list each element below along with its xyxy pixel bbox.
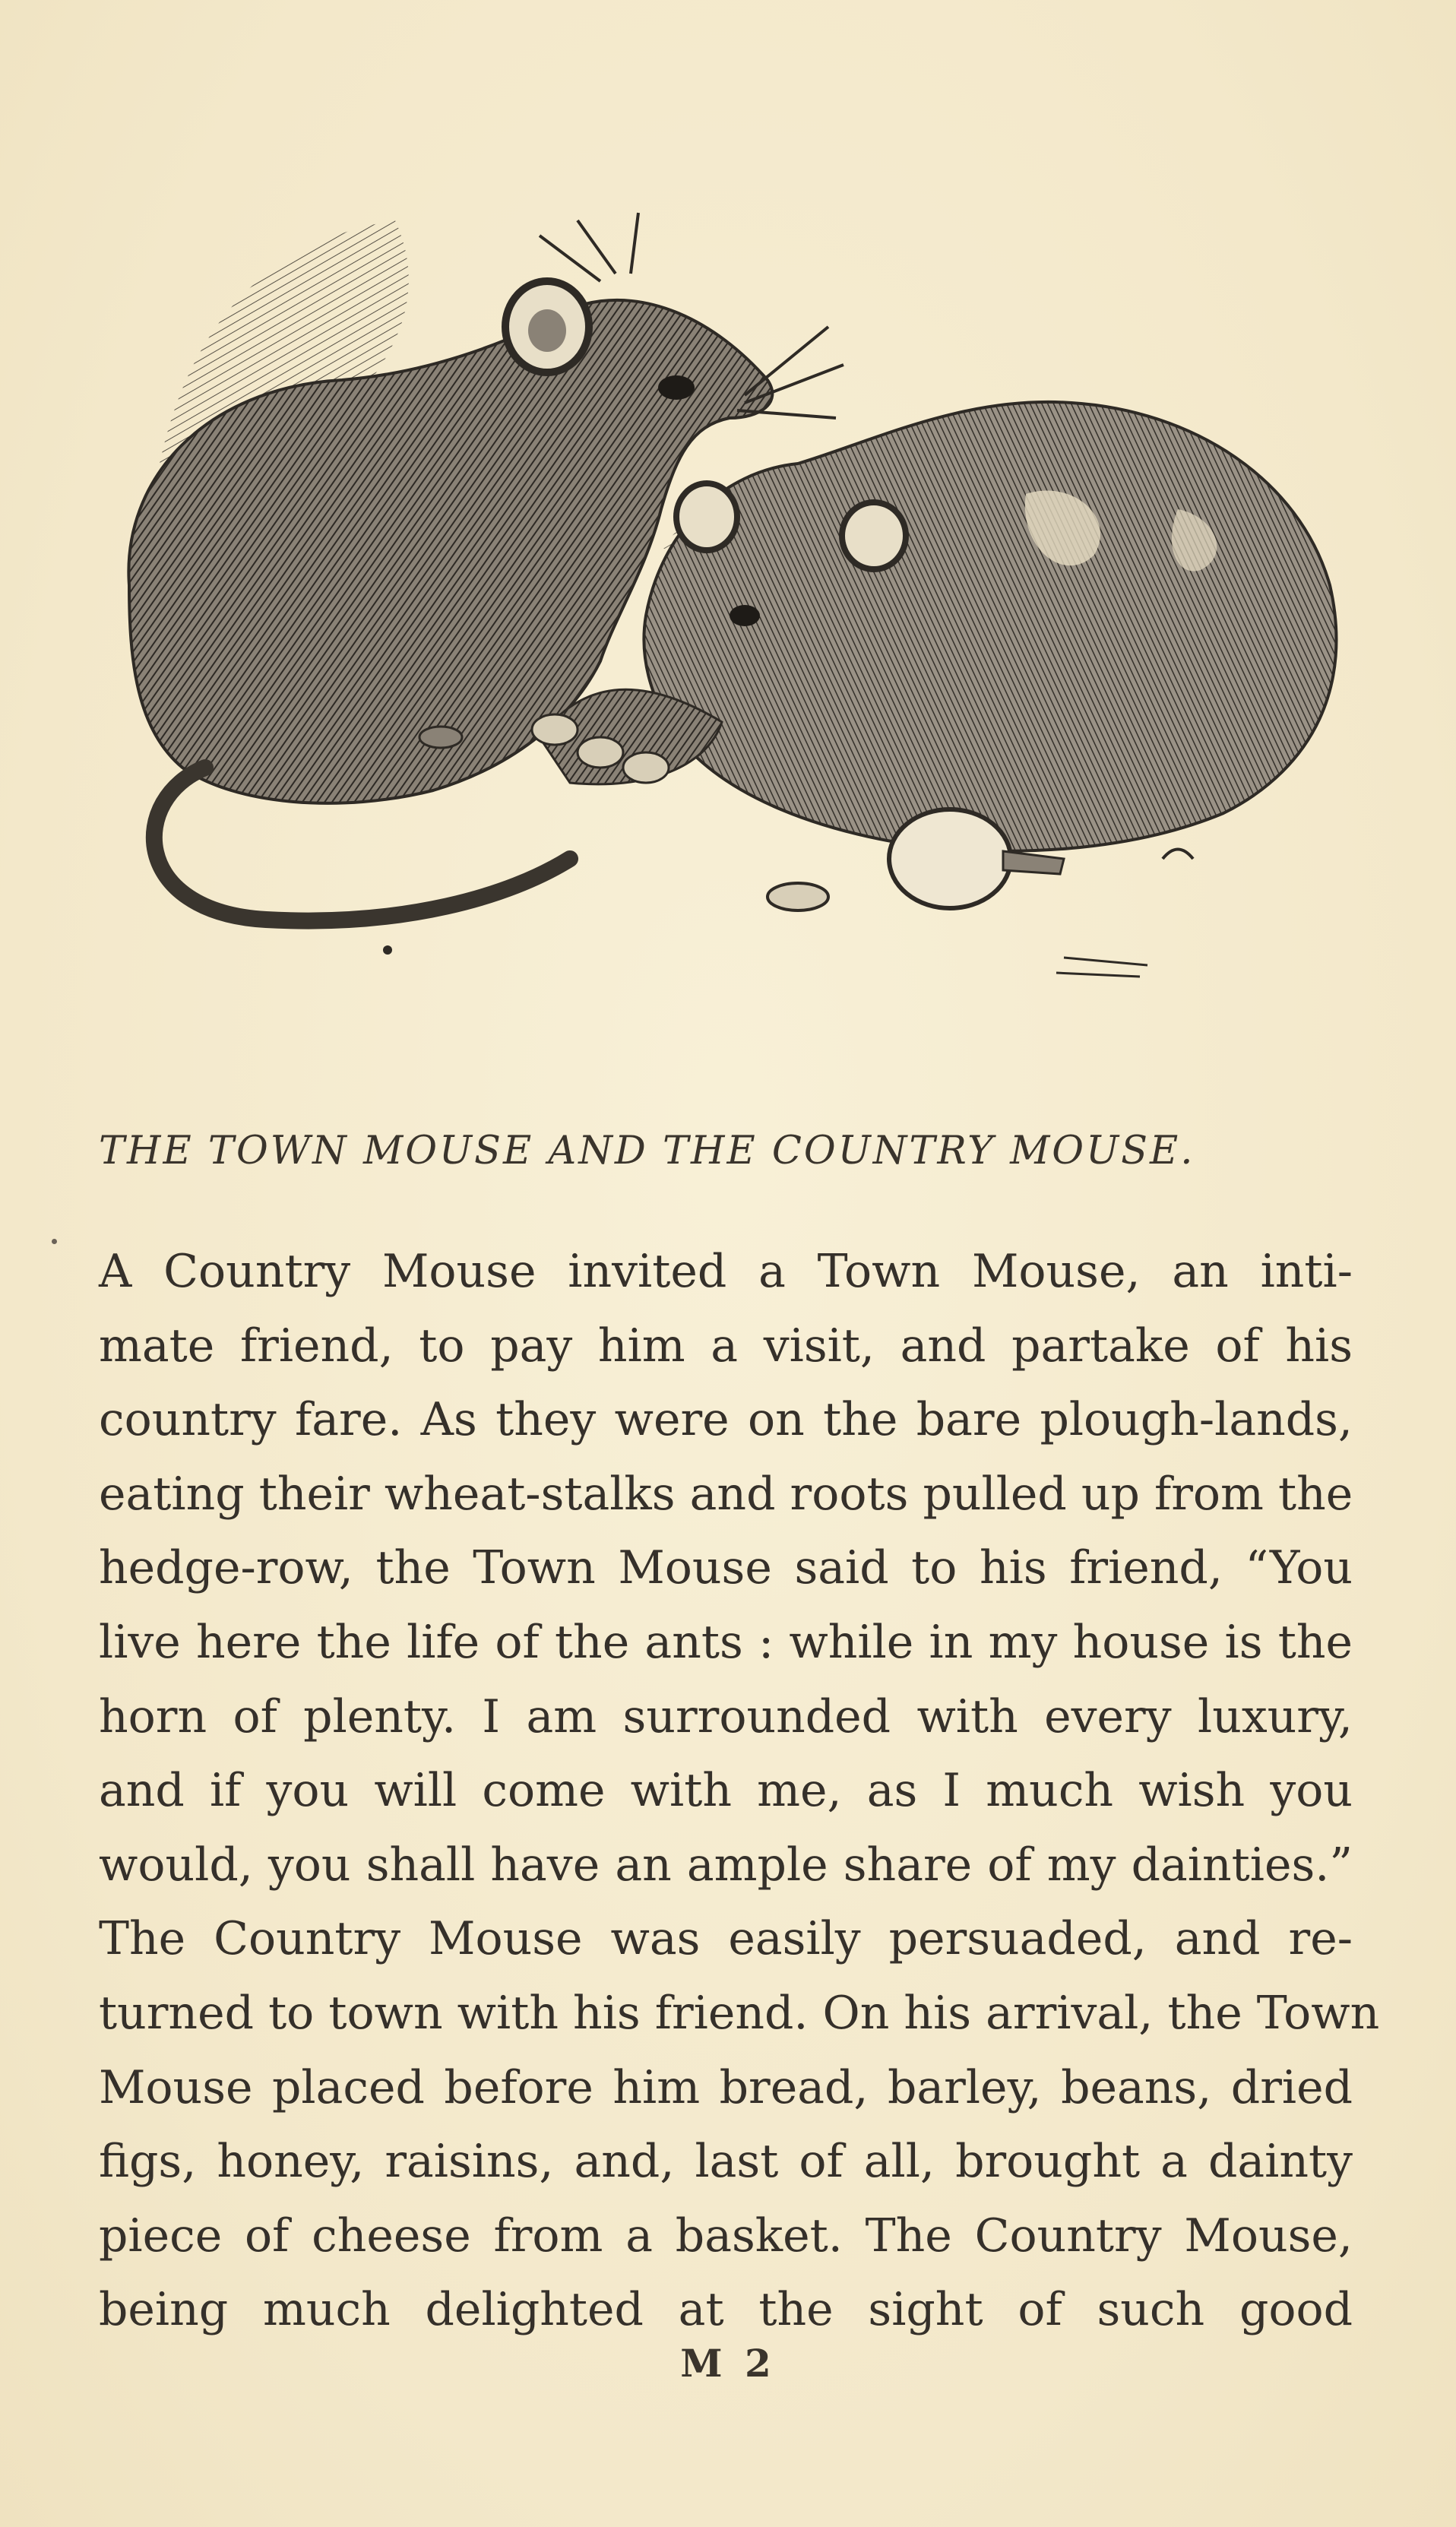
story-title: THE TOWN MOUSE AND THE COUNTRY MOUSE. <box>99 1129 1195 1173</box>
body-line: eating their wheat-stalks and roots pulled up from the <box>99 1467 1353 1521</box>
body-line: being much delighted at the sight of such good <box>99 2283 1353 2337</box>
body-line: horn of plenty. I am surrounded with every luxury, <box>99 1689 1353 1743</box>
body-line: live here the life of the ants : while in my house is the <box>99 1615 1353 1669</box>
story-body <box>99 1235 1380 2348</box>
body-line: A Country Mouse invited a Town Mouse, an inti- <box>99 1245 1353 1298</box>
body-line: mate friend, to pay him a visit, and partake of his <box>99 1319 1353 1373</box>
body-line: hedge-row, the Town Mouse said to his friend, “You <box>99 1541 1353 1595</box>
body-line: would, you shall have an ample share of my dainties.” <box>99 1838 1353 1892</box>
two-mice-illustration <box>114 190 1360 1026</box>
body-line: The Country Mouse was easily persuaded, and re- <box>99 1912 1353 1966</box>
signature-mark: M 2 <box>680 2341 776 2386</box>
ink-speck <box>52 1239 57 1244</box>
body-line: figs, honey, raisins, and, last of all, brought a dainty <box>99 2135 1353 2189</box>
body-line: country fare. As they were on the bare plough-lands, <box>99 1393 1353 1447</box>
body-line: Mouse placed before him bread, barley, beans, dried <box>99 2060 1353 2114</box>
body-line: turned to town with his friend. On his arrival, the Town <box>99 1986 1380 2040</box>
body-line: piece of cheese from a basket. The Country Mouse, <box>99 2209 1353 2263</box>
right-mouse <box>644 402 1337 851</box>
body-line: and if you will come with me, as I much wish you <box>99 1764 1353 1818</box>
